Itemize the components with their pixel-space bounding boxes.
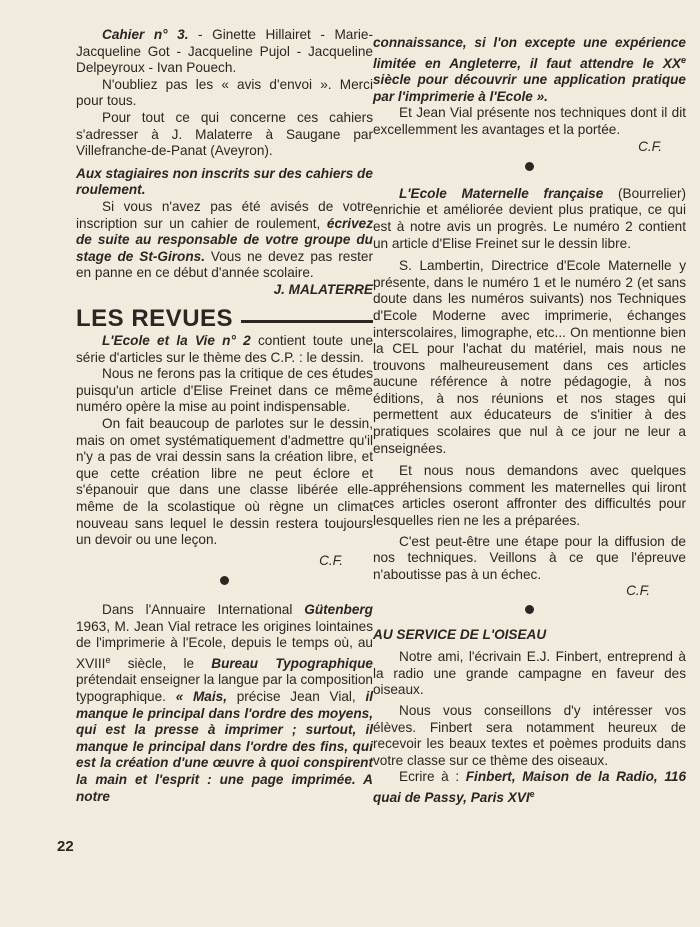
quote-cont-text: connaissance, si l'on excepte une expérience limitée en Angleterre, il faut attendre le XX: [373, 35, 686, 71]
stagiaires-paragraph: [76, 199, 373, 282]
left-column: [76, 27, 373, 805]
quote-cont-text-2: siècle pour découvrir une application pratique par l'imprimerie à l'Ecole ».: [373, 72, 686, 104]
address-text: Finbert, Maison de la Radio, 116 quai de Passy, Paris XVI: [373, 769, 687, 805]
annuaire-text-5: précise Jean Vial,: [226, 688, 366, 704]
apprehensions-paragraph: Et nous nous demandons avec quelques appréhensions comment les maternelles qui liront ces articles oseront affronter des difficultés pour lesquelles rien ne les a préparées.: [373, 463, 686, 529]
separator-dot-1: [76, 573, 373, 590]
lambertin-paragraph: S. Lambertin, Directrice d'Ecole Maternelle y présente, dans le numéro 1 et le numéro 2 (et sans doute dans les numéros suivants) nos Techniques d'Ecole Moderne avec imprimerie, échanges interscolaires, limographe, etc... On mentionne bien la CEL pour l'achat du matériel, mais nous ne trouvons malheureusement dans ces articles aucune référence à notre pédagogie, à nos éditions, à nos réunions et nos stages qui permettent aux éducateurs de s'initier à des pratiques scolaires que nul à ce jour ne leur a enseignées.: [373, 258, 686, 456]
maternelle-paragraph: [373, 186, 686, 252]
quote-sup: e: [680, 54, 686, 65]
maternelle-title: L'Ecole Maternelle française: [399, 185, 604, 201]
annuaire-mais: « Mais,: [175, 688, 227, 704]
ecole-vie-text: contient toute une série d'articles sur le thème des C.P. : le dessin.: [76, 333, 374, 365]
separator-dot-3: [373, 602, 686, 619]
annuaire-text-2: 1963, M. Jean Vial retrace les origines lointaines de l'imprimerie à l'Ecole, depuis le temps où, au XVIII: [76, 618, 373, 671]
etape-paragraph: C'est peut-être une étape pour la diffusion de nos techniques. Veillons à ce que l'épreuve n'aboutisse pas à un échec.: [373, 533, 686, 582]
stagiaires-text-2: Vous ne devez pas rester en panne en ce début d'année scolaire.: [76, 248, 373, 281]
section-title-revues: [76, 304, 373, 332]
critique-paragraph: Nous ne ferons pas la critique de ces études puisqu'un article d'Elise Freinet dans ce même numéro opère la mise au point indispensable.: [76, 366, 373, 415]
annuaire-sup: e: [105, 654, 111, 665]
annuaire-gutenberg: Gütenberg: [304, 602, 373, 617]
signature-cf-3: C.F.: [626, 583, 650, 599]
signature-cf-2: C.F.: [638, 138, 662, 154]
annuaire-quote: il manque le principal dans l'ordre des moyens, qui est la presse à imprimer ; surtout, il manque le principal dans l'ordre des fins, qui est la création d'une œuvre à quoi conspirent la main et l'esprit : une page imprimée. A notre: [76, 688, 373, 804]
contact-paragraph: Pour tout ce qui concerne ces cahiers s'adresser à J. Malaterre à Saugane par Villefranche-de-Panat (Aveyron).: [76, 109, 373, 159]
annuaire-text-1: Dans l'Annuaire International: [102, 602, 305, 617]
stagiaires-emphasis: écrivez de suite au responsable de votre groupe du stage de St-Girons.: [76, 215, 373, 264]
annuaire-text-4: prétendait enseigner la langue par la composition typographique.: [76, 672, 373, 704]
cahier-paragraph: [76, 27, 373, 77]
page-number: 22: [57, 838, 74, 855]
parlotes-paragraph: On fait beaucoup de parlotes sur le dessin, mais on omet systématiquement d'admettre qu'il n'y a pas de vrai dessin sans la création libre, et que cette création libre ne peut éclore et s'épanouir que dans une classe libérée elle-même de la scolastique où règne un climat nouveau sans lequel le dessin restera toujours un devoir ou une leçon.: [76, 416, 373, 548]
revues-title-text: LES REVUES: [76, 304, 234, 332]
oiseau-heading: AU SERVICE DE L'OISEAU: [373, 626, 547, 642]
avis-paragraph: N'oubliez pas les « avis d'envoi ». Merci pour tous.: [76, 76, 373, 109]
maternelle-text: (Bourrelier) enrichie et améliorée devient plus pratique, ce qui est à notre avis un progrès. Le numéro 2 contient un article d'Elise Freinet sur le dessin libre.: [373, 185, 687, 251]
cahier-names: - Ginette Hillairet - Marie-Jacqueline Got - Jacqueline Pujol - Jacqueline Delpeyroux - Ivan Pouech.: [76, 27, 373, 76]
cahier-label: Cahier n° 3.: [102, 27, 189, 42]
oiseau-paragraph-2: Nous vous conseillons d'y intéresser vos élèves. Finbert sera notamment heureux de recevoir les beaux textes et poèmes produits dans votre classe sur ce thème des oiseaux.: [373, 702, 686, 768]
annuaire-paragraph: [76, 602, 373, 805]
address-paragraph: [373, 769, 686, 806]
ecole-vie-paragraph: [76, 333, 373, 366]
ecole-vie-title: L'Ecole et la Vie n° 2: [102, 333, 251, 349]
oiseau-paragraph-1: Notre ami, l'écrivain E.J. Finbert, entreprend à la radio une grande campagne en faveur des oiseaux.: [373, 649, 686, 698]
vial-paragraph: Et Jean Vial présente nos techniques dont il dit excellemment les avantages et la portée.: [373, 105, 686, 137]
stagiaires-text-1: Si vous n'avez pas été avisés de votre inscription sur un cahier de roulement,: [76, 198, 373, 231]
annuaire-bureau: Bureau Typographique: [211, 655, 373, 671]
quote-continuation: [373, 35, 686, 105]
ecrire-text: Ecrire à :: [399, 769, 466, 785]
signature-malaterre: J. MALATERRE: [273, 281, 373, 297]
address-sup: e: [529, 788, 535, 799]
signature-cf-1: C.F.: [319, 552, 343, 568]
right-column: [373, 35, 686, 807]
title-rule: [241, 320, 373, 323]
separator-dot-2: [373, 159, 686, 176]
annuaire-text-3: siècle, le: [110, 655, 212, 671]
stagiaires-heading: Aux stagiaires non inscrits sur des cahiers de roulement.: [76, 165, 373, 198]
